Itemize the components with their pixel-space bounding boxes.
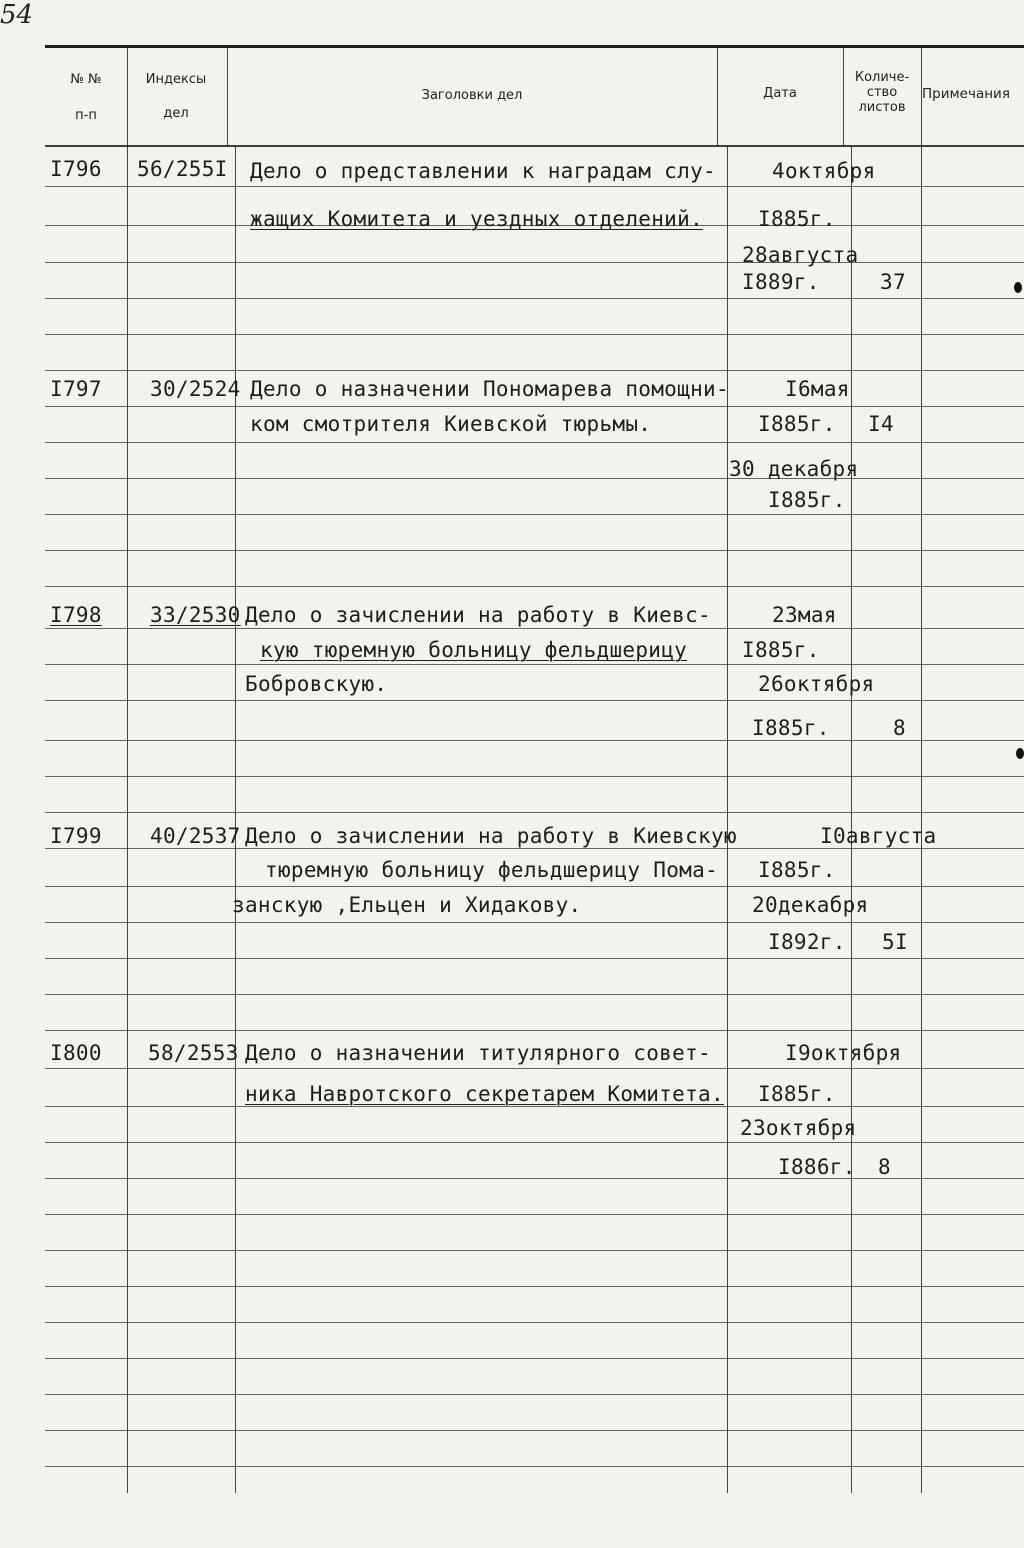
rule-line [45, 298, 1024, 299]
table-top-border [45, 45, 1024, 48]
column-divider [717, 48, 718, 146]
header-date: Дата [763, 86, 797, 101]
rule-line [45, 1106, 1024, 1107]
entry-sheet-count: 5I [882, 930, 908, 954]
rule-line [45, 586, 1024, 587]
entry-number: I798 [50, 603, 102, 627]
entry-index: 40/2537 [150, 824, 241, 848]
column-divider [235, 146, 236, 1493]
entry-title-line: Бобровскую. [245, 672, 388, 696]
entry-title-line: Дело о назначении Пономарева помощни- [250, 377, 729, 401]
entry-date-line: I892г. [768, 930, 846, 954]
entry-date-line: I6мая [785, 377, 850, 401]
entry-title-line: тюремную больницу фельдшерицу Пома- [265, 858, 719, 882]
rule-line [45, 848, 1024, 849]
header-sheet-count [845, 70, 919, 115]
entry-date-line: I885г. [758, 1082, 836, 1106]
entry-number: I800 [50, 1041, 102, 1065]
entry-number: I796 [50, 157, 102, 181]
header-count-line: листов [858, 100, 906, 115]
page-number-mark: 54 [0, 0, 34, 30]
rule-line [45, 664, 1024, 665]
entry-title-line: Дело о зачислении на работу в Киевс- [245, 603, 711, 627]
column-divider [851, 146, 852, 1493]
rule-line [45, 1358, 1024, 1359]
entry-title-line: Дело о назначении титулярного совет- [245, 1041, 711, 1065]
rule-line [45, 1430, 1024, 1431]
header-index [130, 72, 222, 122]
rule-line [45, 994, 1024, 995]
header-index-line: Индексы [145, 72, 207, 87]
rule-line [45, 1322, 1024, 1323]
column-divider [921, 48, 922, 1493]
entry-title-line: ника Навротского секретарем Комитета. [245, 1082, 724, 1106]
column-divider [127, 48, 128, 1493]
header-count-line: ство [866, 85, 898, 100]
entry-date-line: I0августа [820, 824, 937, 848]
rule-line [45, 886, 1024, 887]
entry-title-line: жащих Комитета и уездных отделений. [250, 207, 704, 231]
header-titles: Заголовки дел [421, 88, 523, 103]
rule-line [45, 334, 1024, 335]
rule-line [45, 442, 1024, 443]
rule-line [45, 1394, 1024, 1395]
entry-date-line: I885г. [758, 207, 836, 231]
entry-sheet-count: 8 [893, 716, 906, 740]
entry-number: I797 [50, 377, 102, 401]
entry-date-line: 20декабря [752, 893, 869, 917]
column-divider [227, 48, 228, 146]
rule-line [45, 1250, 1024, 1251]
entry-date-line: I885г. [752, 716, 830, 740]
entry-date-line: I886г. [778, 1155, 856, 1179]
rule-line [45, 1142, 1024, 1143]
rule-line [45, 406, 1024, 407]
rule-line [45, 700, 1024, 701]
entry-date-line: I885г. [758, 412, 836, 436]
entry-sheet-count: I4 [868, 412, 894, 436]
rule-line [45, 514, 1024, 515]
rule-line [45, 958, 1024, 959]
entry-index: 58/2553 [148, 1041, 239, 1065]
entry-date-line: 4октября [772, 159, 876, 183]
header-notes: Примечания [922, 86, 1010, 102]
rule-line [45, 922, 1024, 923]
entry-date-line: I885г. [768, 488, 846, 512]
entry-index: 56/255I [137, 157, 228, 181]
rule-line [45, 370, 1024, 371]
header-number [50, 72, 122, 124]
header-bottom-border [45, 145, 1024, 147]
entry-title-line: кую тюремную больницу фельдшерицу [260, 638, 688, 662]
column-divider [843, 48, 844, 146]
rule-line [45, 1286, 1024, 1287]
rule-line [45, 1030, 1024, 1031]
rule-line [45, 1466, 1024, 1467]
header-number-line: № № [70, 72, 102, 87]
rule-line [45, 740, 1024, 741]
rule-line [45, 776, 1024, 777]
header-number-line: п-п [75, 108, 97, 123]
rule-line [45, 262, 1024, 263]
entry-title-line: Дело о представлении к наградам слу- [250, 159, 716, 183]
column-divider [727, 146, 728, 1493]
entry-date-line: 28августа [742, 243, 859, 267]
rule-line [45, 628, 1024, 629]
rule-line [45, 186, 1024, 187]
entry-date-line: I889г. [742, 270, 820, 294]
entry-date-line: 30 декабря [729, 457, 859, 481]
entry-index: 33/2530 [150, 603, 241, 627]
binding-hole-mark [1016, 748, 1024, 759]
entry-date-line: I885г. [742, 638, 820, 662]
entry-date-line: I9октября [785, 1041, 902, 1065]
header-index-line: дел [163, 106, 189, 121]
header-count-line: Количе- [854, 70, 910, 85]
entry-date-line: 23октября [740, 1116, 857, 1140]
entry-date-line: 26октября [758, 672, 875, 696]
entry-title-line: Дело о зачислении на работу в Киевскую [245, 824, 737, 848]
entry-title-line: занскую ,Ельцен и Хидакову. [232, 893, 582, 917]
entry-sheet-count: 8 [878, 1155, 891, 1179]
entry-date-line: I885г. [758, 858, 836, 882]
entry-index: 30/2524 [150, 377, 241, 401]
entry-number: I799 [50, 824, 102, 848]
rule-line [45, 550, 1024, 551]
rule-line [45, 478, 1024, 479]
entry-date-line: 23мая [772, 603, 837, 627]
entry-title-line: ком смотрителя Киевской тюрьмы. [250, 412, 652, 436]
binding-hole-mark [1014, 282, 1022, 293]
rule-line [45, 1068, 1024, 1069]
rule-line [45, 812, 1024, 813]
entry-sheet-count: 37 [880, 270, 906, 294]
rule-line [45, 1214, 1024, 1215]
